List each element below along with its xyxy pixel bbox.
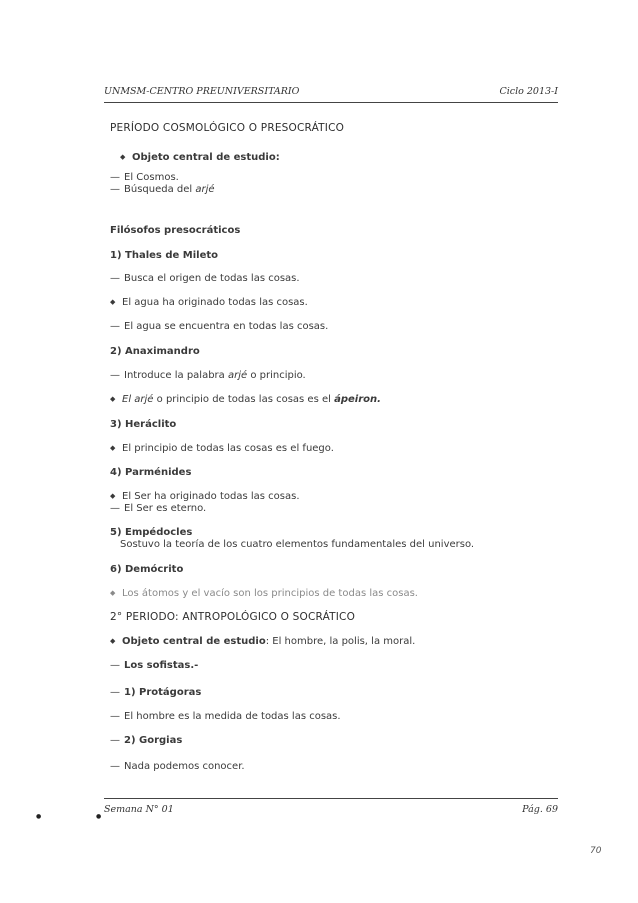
list-item: ◆ El arjé o principio de todas las cosas es el ápeiron. [110, 394, 381, 405]
dash-icon: — [110, 184, 120, 195]
diamond-bullet-icon: ◆ [110, 298, 116, 306]
header-institution: UNMSM-CENTRO PREUNIVERSITARIO [104, 86, 300, 97]
filosofos-title: Filósofos presocráticos [110, 225, 241, 236]
gorgias-title: — 2) Gorgias [110, 735, 183, 746]
list-item: ◆ Los átomos y el vacío son los principios de todas las cosas. [110, 588, 418, 599]
list-item: ◆ El Ser ha originado todas las cosas. [110, 491, 300, 502]
dash-icon: — [110, 273, 120, 284]
thales-title: 1) Thales de Mileto [110, 250, 219, 261]
empedocles-title: 5) Empédocles [110, 527, 193, 538]
democrito-title: 6) Demócrito [110, 564, 184, 575]
dash-icon: — [110, 660, 120, 671]
page-number: 70 [590, 846, 602, 856]
diamond-bullet-icon: ◆ [110, 589, 116, 597]
diamond-bullet-icon: ◆ [120, 153, 126, 161]
scan-speck-icon: ● [96, 813, 102, 820]
heraclito-title: 3) Heráclito [110, 419, 177, 430]
dash-icon: — [110, 711, 120, 722]
dash-icon: — [110, 503, 120, 514]
protagoras-title: — 1) Protágoras [110, 687, 202, 698]
scan-speck-icon: ● [36, 813, 42, 820]
anaximandro-title: 2) Anaximandro [110, 346, 200, 357]
list-item: — El hombre es la medida de todas las cosas. [110, 711, 341, 722]
parmenides-title: 4) Parménides [110, 467, 192, 478]
list-item: ◆ El principio de todas las cosas es el fuego. [110, 443, 334, 454]
sofistas-heading: — Los sofistas.- [110, 660, 199, 671]
dash-icon: — [110, 370, 120, 381]
footer-page: Pág. 69 [522, 804, 558, 815]
page-header [104, 86, 558, 103]
header-cycle: Ciclo 2013-I [499, 86, 558, 97]
footer-week: Semana N° 01 [104, 804, 174, 815]
dash-icon: — [110, 172, 120, 183]
dash-icon: — [110, 735, 120, 746]
list-item: — Búsqueda del arjé [110, 184, 215, 195]
list-item: — Introduce la palabra arjé o principio. [110, 370, 306, 381]
section2-objeto: ◆ Objeto central de estudio: El hombre, la polis, la moral. [110, 636, 416, 647]
section2-title: 2° PERIODO: ANTROPOLÓGICO O SOCRÁTICO [110, 611, 356, 623]
list-item: — El Cosmos. [110, 172, 179, 183]
diamond-bullet-icon: ◆ [110, 492, 116, 500]
diamond-bullet-icon: ◆ [110, 637, 116, 645]
list-item: ◆ El agua ha originado todas las cosas. [110, 297, 308, 308]
dash-icon: — [110, 761, 120, 772]
section1-objeto: ◆ Objeto central de estudio: [120, 152, 280, 163]
dash-icon: — [110, 687, 120, 698]
page-footer [104, 798, 558, 819]
diamond-bullet-icon: ◆ [110, 395, 116, 403]
dash-icon: — [110, 321, 120, 332]
list-item: — El agua se encuentra en todas las cosas. [110, 321, 329, 332]
section1-title: PERÍODO COSMOLÓGICO O PRESOCRÁTICO [110, 122, 345, 134]
list-item: — Busca el origen de todas las cosas. [110, 273, 300, 284]
list-item: — Nada podemos conocer. [110, 761, 245, 772]
list-item: Sostuvo la teoría de los cuatro elementos fundamentales del universo. [120, 539, 475, 550]
list-item: — El Ser es eterno. [110, 503, 207, 514]
diamond-bullet-icon: ◆ [110, 444, 116, 452]
